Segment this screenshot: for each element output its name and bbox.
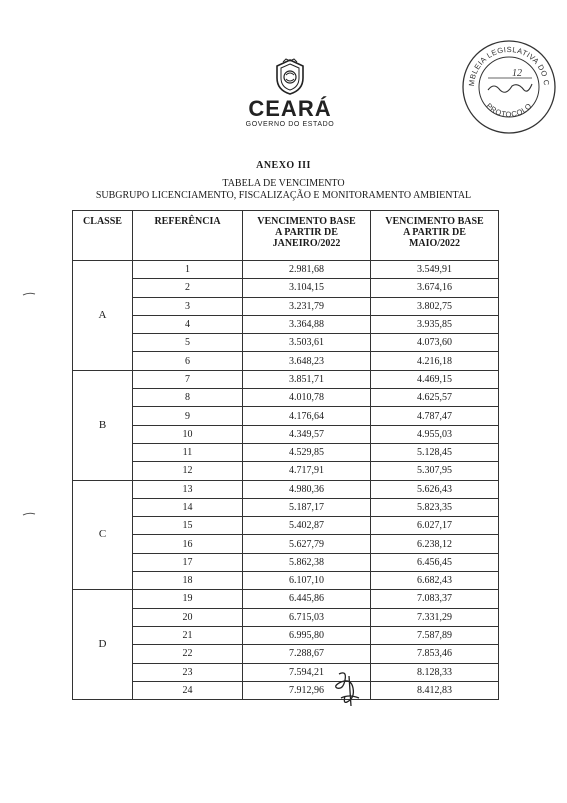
vencimento-maio-cell: 6.456,45 [371,553,499,571]
vencimento-janeiro-cell: 2.981,68 [243,261,371,279]
table-row [73,261,499,279]
referencia-cell: 23 [133,663,243,681]
vencimento-maio-cell: 4.469,15 [371,370,499,388]
table-row [73,480,499,498]
vencimento-janeiro-cell: 4.980,36 [243,480,371,498]
vencimento-maio-cell: 4.787,47 [371,407,499,425]
vencimento-maio-cell: 6.682,43 [371,572,499,590]
vencimento-janeiro-cell: 5.862,38 [243,553,371,571]
subgroup-title: SUBGRUPO LICENCIAMENTO, FISCALIZAÇÃO E MONITORAMENTO AMBIENTAL [95,190,472,201]
vencimento-maio-cell: 4.216,18 [371,352,499,370]
table-row [73,389,499,407]
annex-title: ANEXO III [256,160,311,171]
table-title: TABELA DE VENCIMENTO [222,178,345,189]
vencimento-maio-cell: 7.083,37 [371,590,499,608]
table-row [73,517,499,535]
referencia-cell: 3 [133,297,243,315]
vencimento-janeiro-cell: 3.851,71 [243,370,371,388]
vencimento-janeiro-cell: 3.648,23 [243,352,371,370]
vencimento-janeiro-cell: 7.594,21 [243,663,371,681]
vencimento-janeiro-cell: 4.717,91 [243,462,371,480]
protocol-stamp [460,38,558,136]
referencia-cell: 11 [133,443,243,461]
referencia-cell: 14 [133,498,243,516]
svg-text:PROTOCOLO: PROTOCOLO [484,101,534,119]
vencimento-maio-cell: 3.674,16 [371,279,499,297]
header-vencimento-janeiro: VENCIMENTO BASE A PARTIR DE JANEIRO/2022 [243,211,371,261]
coat-of-arms-icon [273,58,307,96]
table-row [73,425,499,443]
referencia-cell: 15 [133,517,243,535]
vencimento-maio-cell: 5.626,43 [371,480,499,498]
table-row [73,553,499,571]
vencimento-maio-cell: 5.128,45 [371,443,499,461]
table-row [73,498,499,516]
vencimento-maio-cell: 4.073,60 [371,334,499,352]
table-row [73,443,499,461]
referencia-cell: 4 [133,315,243,333]
vencimento-maio-cell: 7.587,89 [371,626,499,644]
vencimento-janeiro-cell: 3.503,61 [243,334,371,352]
vencimento-maio-cell: 6.238,12 [371,535,499,553]
classe-cell: B [73,370,133,480]
referencia-cell: 22 [133,645,243,663]
table-row [73,681,499,699]
vencimento-janeiro-cell: 5.402,87 [243,517,371,535]
table-row [73,645,499,663]
vencimento-janeiro-cell: 3.364,88 [243,315,371,333]
vencimento-maio-cell: 4.625,57 [371,389,499,407]
referencia-cell: 9 [133,407,243,425]
vencimento-maio-cell: 3.549,91 [371,261,499,279]
vencimento-maio-cell: 8.412,83 [371,681,499,699]
vencimento-janeiro-cell: 6.445,86 [243,590,371,608]
referencia-cell: 5 [133,334,243,352]
table-row [73,590,499,608]
margin-mark [22,292,36,296]
vencimento-janeiro-cell: 4.010,78 [243,389,371,407]
referencia-cell: 13 [133,480,243,498]
vencimento-janeiro-cell: 5.187,17 [243,498,371,516]
table-row [73,407,499,425]
table-row [73,315,499,333]
vencimento-janeiro-cell: 5.627,79 [243,535,371,553]
vencimento-janeiro-cell: 6.715,03 [243,608,371,626]
salary-table [72,210,499,700]
referencia-cell: 19 [133,590,243,608]
referencia-cell: 10 [133,425,243,443]
table-row [73,352,499,370]
vencimento-janeiro-cell: 3.104,15 [243,279,371,297]
table-row [73,535,499,553]
logo-subtitle: GOVERNO DO ESTADO [245,121,335,128]
referencia-cell: 7 [133,370,243,388]
referencia-cell: 8 [133,389,243,407]
svg-text:ASSEMBLEIA LEGISLATIVA DO CEAR: MBLEIA LEGISLATIVA DO C [466,44,552,87]
vencimento-janeiro-cell: 7.288,67 [243,645,371,663]
referencia-cell: 20 [133,608,243,626]
svg-text:12: 12 [512,68,522,79]
vencimento-maio-cell: 3.935,85 [371,315,499,333]
header-classe: CLASSE [73,211,133,261]
vencimento-maio-cell: 5.307,95 [371,462,499,480]
vencimento-maio-cell: 6.027,17 [371,517,499,535]
table-row [73,279,499,297]
classe-cell: D [73,590,133,700]
logo-title: CEARÁ [248,96,332,121]
classe-cell: A [73,261,133,371]
referencia-cell: 2 [133,279,243,297]
vencimento-maio-cell: 7.331,29 [371,608,499,626]
ceara-logo [240,58,340,128]
vencimento-janeiro-cell: 7.912,96 [243,681,371,699]
table-row [73,297,499,315]
referencia-cell: 16 [133,535,243,553]
referencia-cell: 17 [133,553,243,571]
referencia-cell: 12 [133,462,243,480]
table-row [73,608,499,626]
referencia-cell: 1 [133,261,243,279]
table-row [73,663,499,681]
table-body [73,261,499,700]
vencimento-janeiro-cell: 6.107,10 [243,572,371,590]
referencia-cell: 24 [133,681,243,699]
vencimento-maio-cell: 8.128,33 [371,663,499,681]
table-row [73,626,499,644]
table-header-row [73,211,499,261]
referencia-cell: 6 [133,352,243,370]
vencimento-janeiro-cell: 6.995,80 [243,626,371,644]
classe-cell: C [73,480,133,590]
vencimento-janeiro-cell: 4.529,85 [243,443,371,461]
header-vencimento-maio: VENCIMENTO BASE A PARTIR DE MAIO/2022 [371,211,499,261]
vencimento-maio-cell: 3.802,75 [371,297,499,315]
vencimento-maio-cell: 7.853,46 [371,645,499,663]
table-row [73,572,499,590]
referencia-cell: 18 [133,572,243,590]
header-referencia: REFERÊNCIA [133,211,243,261]
margin-mark [22,512,36,516]
vencimento-maio-cell: 5.823,35 [371,498,499,516]
handwritten-signature [325,668,370,708]
referencia-cell: 21 [133,626,243,644]
table-row [73,370,499,388]
table-row [73,334,499,352]
vencimento-janeiro-cell: 3.231,79 [243,297,371,315]
table-row [73,462,499,480]
vencimento-maio-cell: 4.955,03 [371,425,499,443]
vencimento-janeiro-cell: 4.349,57 [243,425,371,443]
vencimento-janeiro-cell: 4.176,64 [243,407,371,425]
